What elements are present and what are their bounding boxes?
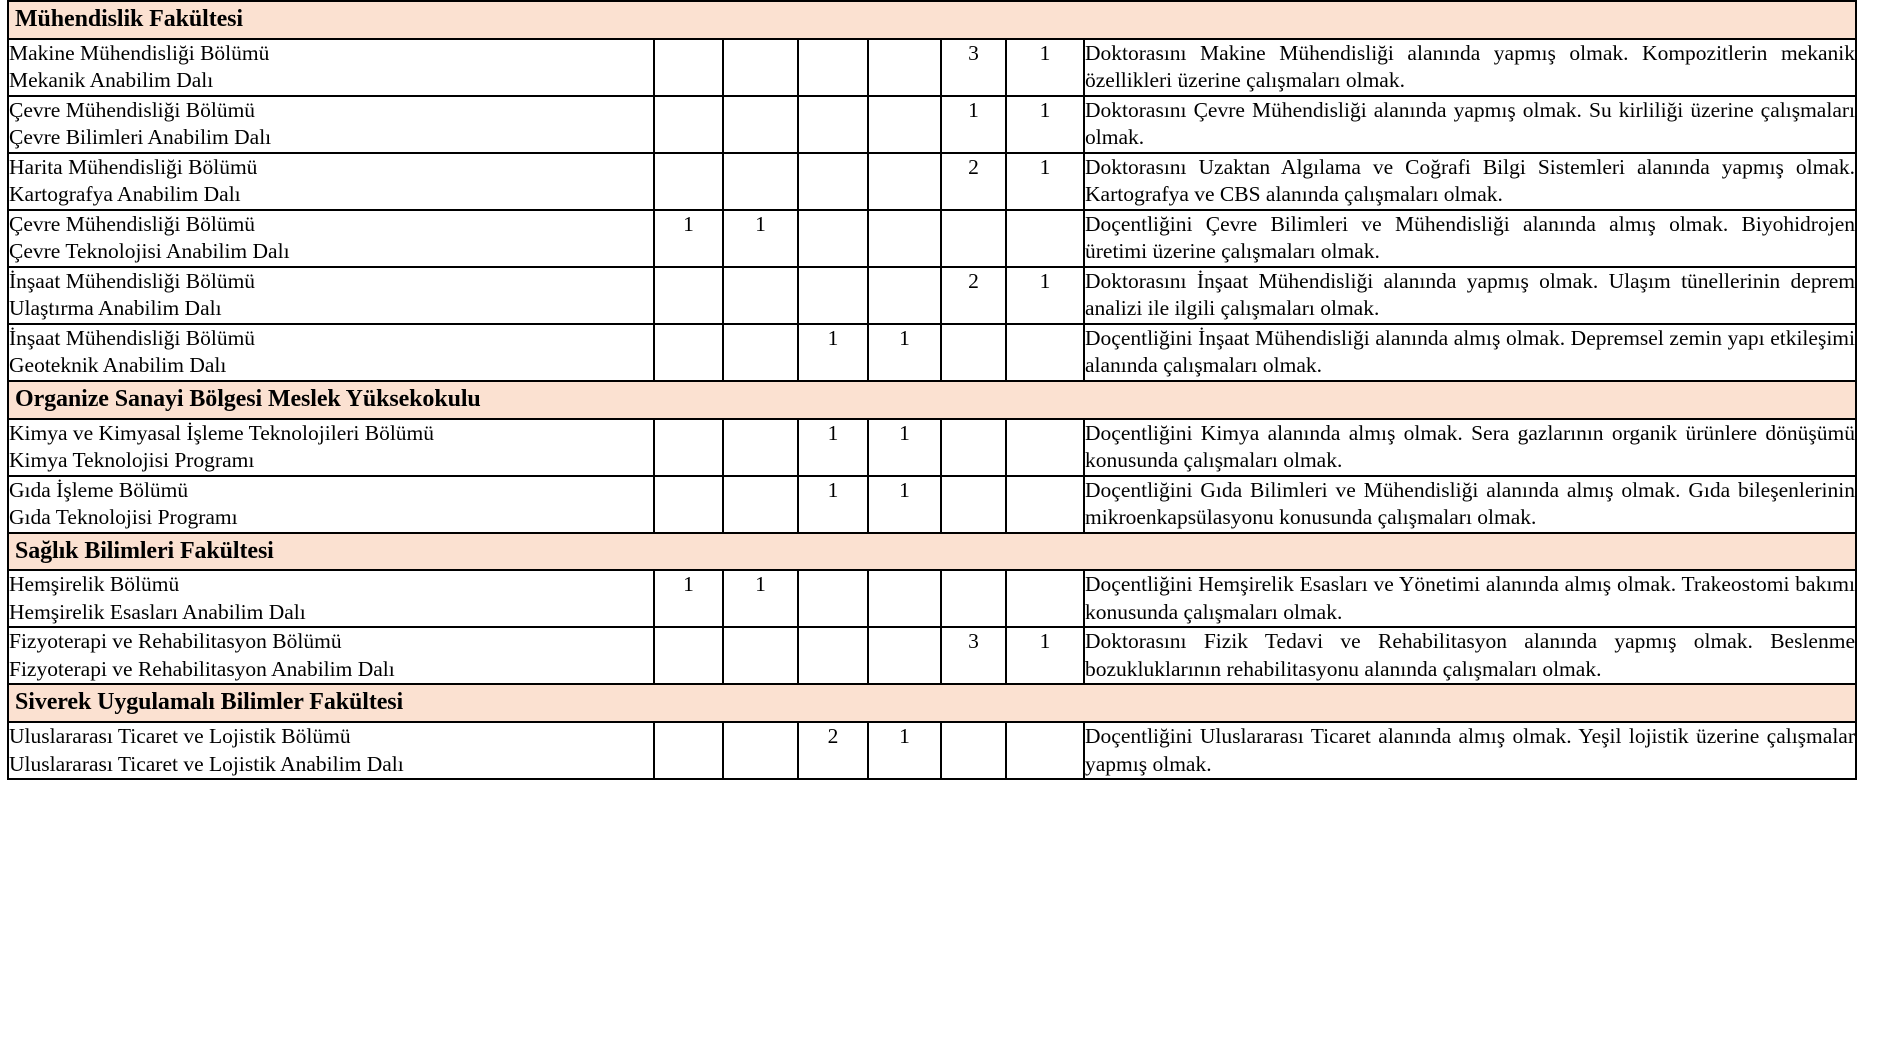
program-name: Fizyoterapi ve Rehabilitasyon Anabilim Dalı xyxy=(9,656,395,681)
count-cell-5 xyxy=(941,324,1006,381)
count-cell-6 xyxy=(1006,722,1084,779)
table-row xyxy=(8,627,1856,684)
table-row xyxy=(8,722,1856,779)
count-cell-5: 3 xyxy=(941,627,1006,684)
count-cell-1 xyxy=(654,722,723,779)
count-cell-4 xyxy=(868,153,941,210)
description-cell: Doktorasını İnşaat Mühendisliği alanında yapmış olmak. Ulaşım tünellerinin deprem analizi ile ilgili çalışmaları olmak. xyxy=(1084,267,1856,324)
count-cell-2 xyxy=(723,419,798,476)
table-body xyxy=(8,0,1856,779)
department-name: Hemşirelik Bölümü xyxy=(9,572,180,597)
count-cell-4 xyxy=(868,570,941,627)
count-cell-6: 1 xyxy=(1006,627,1084,684)
count-cell-5: 3 xyxy=(941,39,1006,96)
count-cell-1 xyxy=(654,96,723,153)
section-title: Organize Sanayi Bölgesi Meslek Yüksekokulu xyxy=(8,381,1856,419)
section-title: Mühendislik Fakültesi xyxy=(8,1,1856,39)
count-cell-6 xyxy=(1006,476,1084,533)
count-cell-2 xyxy=(723,324,798,381)
count-cell-4 xyxy=(868,210,941,267)
academic-positions-table xyxy=(7,0,1857,780)
count-cell-3: 1 xyxy=(798,324,868,381)
program-name: Ulaştırma Anabilim Dalı xyxy=(9,296,222,321)
program-name: Çevre Bilimleri Anabilim Dalı xyxy=(9,125,272,150)
unit-cell xyxy=(8,570,654,627)
count-cell-5 xyxy=(941,476,1006,533)
count-cell-3 xyxy=(798,570,868,627)
department-name: Uluslararası Ticaret ve Lojistik Bölümü xyxy=(9,724,351,749)
description-cell: Doçentliğini İnşaat Mühendisliği alanında almış olmak. Depremsel zemin yapı etkileşimi alanında çalışmaları olmak. xyxy=(1084,324,1856,381)
unit-cell xyxy=(8,39,654,96)
program-name: Gıda Teknolojisi Programı xyxy=(9,505,238,530)
count-cell-6 xyxy=(1006,570,1084,627)
section-header-row xyxy=(8,533,1856,571)
count-cell-4: 1 xyxy=(868,722,941,779)
program-name: Çevre Teknolojisi Anabilim Dalı xyxy=(9,239,290,264)
count-cell-5: 1 xyxy=(941,96,1006,153)
count-cell-5 xyxy=(941,210,1006,267)
count-cell-4 xyxy=(868,96,941,153)
program-name: Kartografya Anabilim Dalı xyxy=(9,182,241,207)
table-row xyxy=(8,570,1856,627)
program-name: Kimya Teknolojisi Programı xyxy=(9,448,255,473)
count-cell-3: 1 xyxy=(798,419,868,476)
count-cell-1 xyxy=(654,39,723,96)
count-cell-2 xyxy=(723,722,798,779)
description-cell: Doktorasını Çevre Mühendisliği alanında yapmış olmak. Su kirliliği üzerine çalışmaları olmak. xyxy=(1084,96,1856,153)
description-cell: Doçentliğini Kimya alanında almış olmak. Sera gazlarının organik ürünlere dönüşümü konusunda çalışmaları olmak. xyxy=(1084,419,1856,476)
program-name: Uluslararası Ticaret ve Lojistik Anabilim Dalı xyxy=(9,751,404,776)
count-cell-2 xyxy=(723,476,798,533)
section-title: Sağlık Bilimleri Fakültesi xyxy=(8,533,1856,571)
department-name: Harita Mühendisliği Bölümü xyxy=(9,154,258,179)
unit-cell xyxy=(8,476,654,533)
count-cell-4 xyxy=(868,627,941,684)
count-cell-4: 1 xyxy=(868,324,941,381)
count-cell-1 xyxy=(654,324,723,381)
program-name: Geoteknik Anabilim Dalı xyxy=(9,353,227,378)
description-cell: Doçentliğini Hemşirelik Esasları ve Yönetimi alanında almış olmak. Trakeostomi bakımı konusunda çalışmaları olmak. xyxy=(1084,570,1856,627)
count-cell-6 xyxy=(1006,210,1084,267)
count-cell-3: 1 xyxy=(798,476,868,533)
count-cell-6 xyxy=(1006,419,1084,476)
count-cell-1 xyxy=(654,267,723,324)
table-row xyxy=(8,476,1856,533)
section-header-row xyxy=(8,684,1856,722)
section-title: Siverek Uygulamalı Bilimler Fakültesi xyxy=(8,684,1856,722)
count-cell-3: 2 xyxy=(798,722,868,779)
table-row xyxy=(8,419,1856,476)
count-cell-5 xyxy=(941,419,1006,476)
count-cell-2 xyxy=(723,39,798,96)
count-cell-6: 1 xyxy=(1006,96,1084,153)
count-cell-6: 1 xyxy=(1006,267,1084,324)
count-cell-6 xyxy=(1006,324,1084,381)
unit-cell xyxy=(8,419,654,476)
description-cell: Doçentliğini Gıda Bilimleri ve Mühendisliği alanında almış olmak. Gıda bileşenlerinin mikroenkapsülasyonu konusunda çalışmaları olmak. xyxy=(1084,476,1856,533)
count-cell-4: 1 xyxy=(868,419,941,476)
count-cell-5 xyxy=(941,570,1006,627)
count-cell-1 xyxy=(654,476,723,533)
description-cell: Doktorasını Uzaktan Algılama ve Coğrafi Bilgi Sistemleri alanında yapmış olmak. Kartografya ve CBS alanında çalışmaları olmak. xyxy=(1084,153,1856,210)
count-cell-2: 1 xyxy=(723,210,798,267)
count-cell-3 xyxy=(798,267,868,324)
department-name: Kimya ve Kimyasal İşleme Teknolojileri Bölümü xyxy=(9,420,435,445)
program-name: Mekanik Anabilim Dalı xyxy=(9,68,214,93)
unit-cell xyxy=(8,722,654,779)
count-cell-2 xyxy=(723,267,798,324)
count-cell-3 xyxy=(798,210,868,267)
unit-cell xyxy=(8,96,654,153)
table-row xyxy=(8,324,1856,381)
count-cell-2 xyxy=(723,153,798,210)
unit-cell xyxy=(8,210,654,267)
section-header-row xyxy=(8,1,1856,39)
unit-cell xyxy=(8,324,654,381)
department-name: Çevre Mühendisliği Bölümü xyxy=(9,211,256,236)
count-cell-4 xyxy=(868,39,941,96)
department-name: İnşaat Mühendisliği Bölümü xyxy=(9,325,256,350)
count-cell-1: 1 xyxy=(654,210,723,267)
department-name: Çevre Mühendisliği Bölümü xyxy=(9,97,256,122)
description-cell: Doktorasını Fizik Tedavi ve Rehabilitasyon alanında yapmış olmak. Beslenme bozukluklarının rehabilitasyonu alanında çalışmaları olmak. xyxy=(1084,627,1856,684)
count-cell-3 xyxy=(798,627,868,684)
description-cell: Doçentliğini Uluslararası Ticaret alanında almış olmak. Yeşil lojistik üzerine çalışmalar yapmış olmak. xyxy=(1084,722,1856,779)
count-cell-1 xyxy=(654,627,723,684)
count-cell-2 xyxy=(723,96,798,153)
count-cell-4: 1 xyxy=(868,476,941,533)
department-name: İnşaat Mühendisliği Bölümü xyxy=(9,268,256,293)
unit-cell xyxy=(8,627,654,684)
count-cell-6: 1 xyxy=(1006,39,1084,96)
unit-cell xyxy=(8,267,654,324)
unit-cell xyxy=(8,153,654,210)
count-cell-6: 1 xyxy=(1006,153,1084,210)
description-cell: Doçentliğini Çevre Bilimleri ve Mühendisliği alanında almış olmak. Biyohidrojen üretimi üzerine çalışmaları olmak. xyxy=(1084,210,1856,267)
table-row xyxy=(8,39,1856,96)
count-cell-5: 2 xyxy=(941,267,1006,324)
table-row xyxy=(8,153,1856,210)
count-cell-5: 2 xyxy=(941,153,1006,210)
count-cell-1 xyxy=(654,153,723,210)
count-cell-3 xyxy=(798,153,868,210)
description-cell: Doktorasını Makine Mühendisliği alanında yapmış olmak. Kompozitlerin mekanik özellikleri üzerine çalışmaları olmak. xyxy=(1084,39,1856,96)
count-cell-4 xyxy=(868,267,941,324)
table-row xyxy=(8,267,1856,324)
count-cell-1 xyxy=(654,419,723,476)
count-cell-1: 1 xyxy=(654,570,723,627)
department-name: Gıda İşleme Bölümü xyxy=(9,477,189,502)
count-cell-3 xyxy=(798,39,868,96)
count-cell-2: 1 xyxy=(723,570,798,627)
count-cell-5 xyxy=(941,722,1006,779)
table-row xyxy=(8,210,1856,267)
table-row xyxy=(8,96,1856,153)
department-name: Makine Mühendisliği Bölümü xyxy=(9,40,270,65)
department-name: Fizyoterapi ve Rehabilitasyon Bölümü xyxy=(9,629,342,654)
section-header-row xyxy=(8,381,1856,419)
program-name: Hemşirelik Esasları Anabilim Dalı xyxy=(9,599,306,624)
count-cell-3 xyxy=(798,96,868,153)
count-cell-2 xyxy=(723,627,798,684)
